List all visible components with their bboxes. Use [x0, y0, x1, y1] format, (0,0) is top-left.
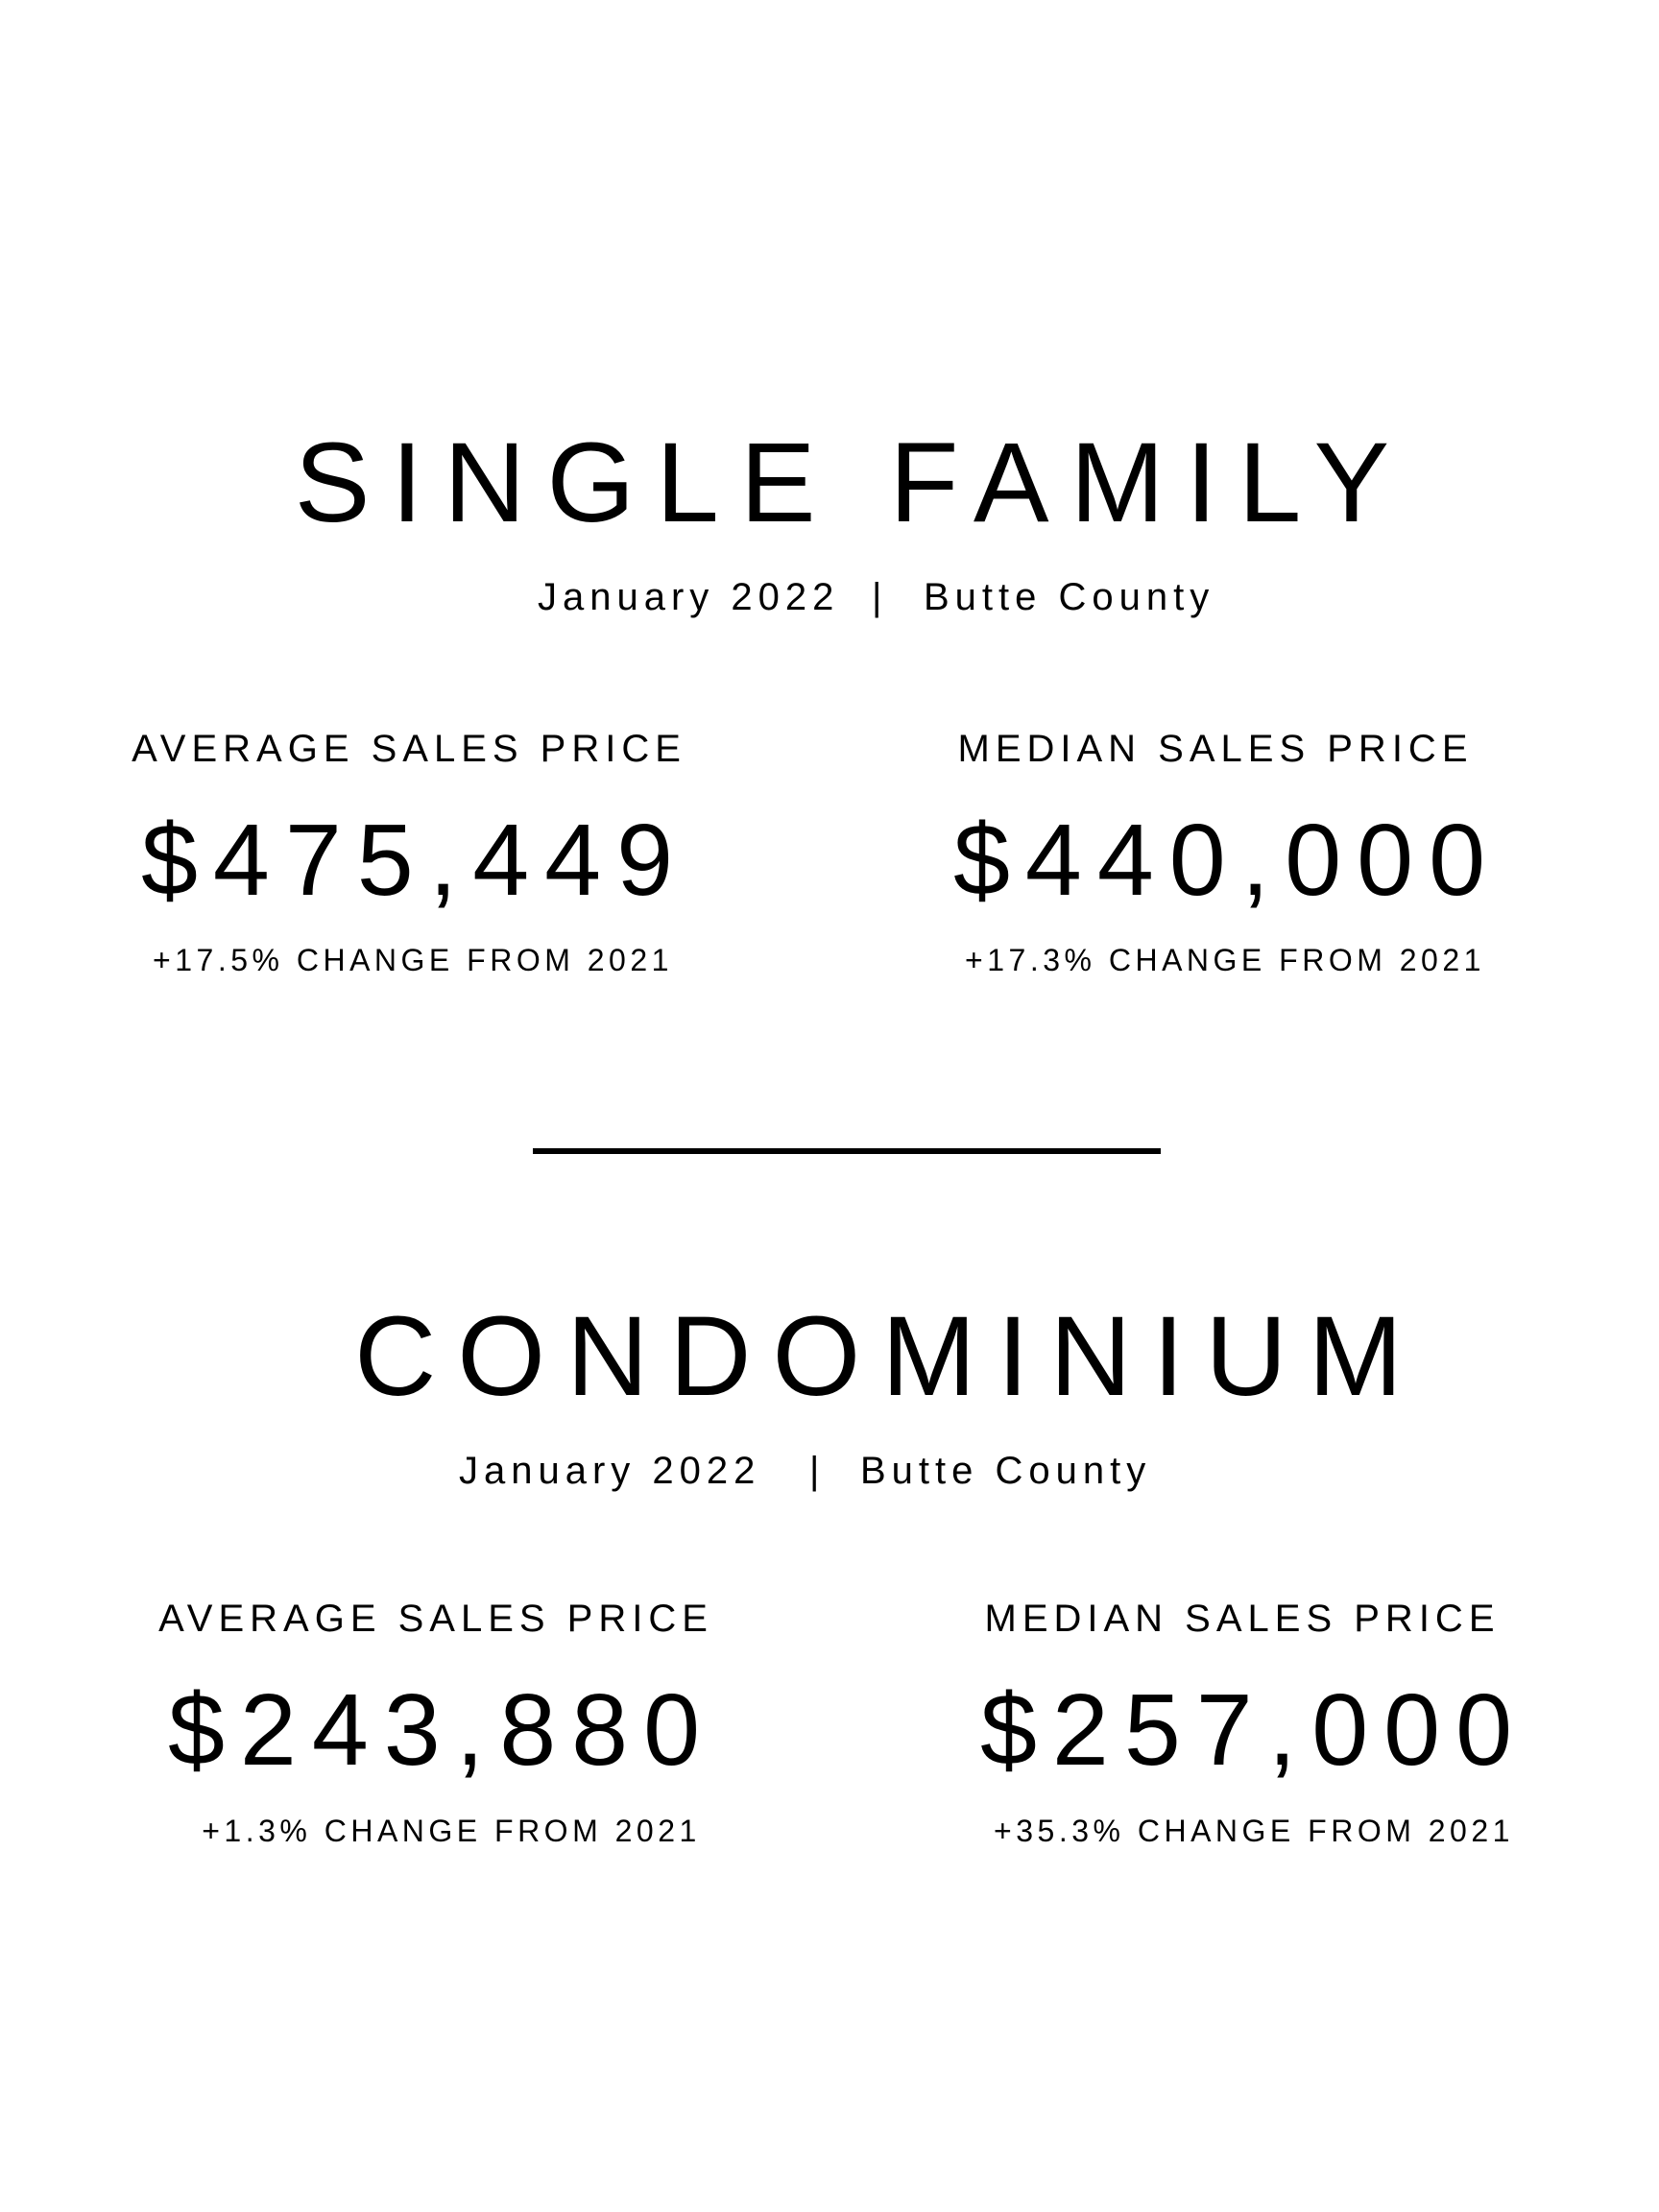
single-family-subtitle-location: Butte County: [924, 576, 1215, 618]
condominium-average-label: AVERAGE SALES PRICE: [158, 1598, 713, 1640]
condominium-average-change: +1.3% CHANGE FROM 2021: [202, 1814, 701, 1848]
single-family-average-label: AVERAGE SALES PRICE: [132, 728, 686, 770]
single-family-median-value: $440,000: [952, 804, 1502, 917]
single-family-average-change: +17.5% CHANGE FROM 2021: [153, 943, 673, 977]
condominium-median-change: +35.3% CHANGE FROM 2021: [994, 1814, 1514, 1848]
single-family-median-change: +17.3% CHANGE FROM 2021: [965, 943, 1485, 977]
condominium-subtitle-location: Butte County: [860, 1450, 1152, 1492]
single-family-title: SINGLE FAMILY: [294, 420, 1411, 546]
single-family-median-label: MEDIAN SALES PRICE: [957, 728, 1474, 770]
condominium-median-value: $257,000: [979, 1673, 1528, 1787]
condominium-subtitle-separator: |: [809, 1450, 826, 1492]
condominium-median-label: MEDIAN SALES PRICE: [984, 1598, 1501, 1640]
single-family-subtitle-date: January 2022: [538, 576, 840, 618]
condominium-title: CONDOMINIUM: [354, 1293, 1424, 1420]
section-divider: [533, 1148, 1161, 1154]
single-family-subtitle-separator: |: [872, 576, 888, 618]
condominium-subtitle-date: January 2022: [459, 1450, 761, 1492]
condominium-average-value: $243,880: [167, 1673, 716, 1787]
single-family-average-value: $475,449: [140, 804, 689, 917]
